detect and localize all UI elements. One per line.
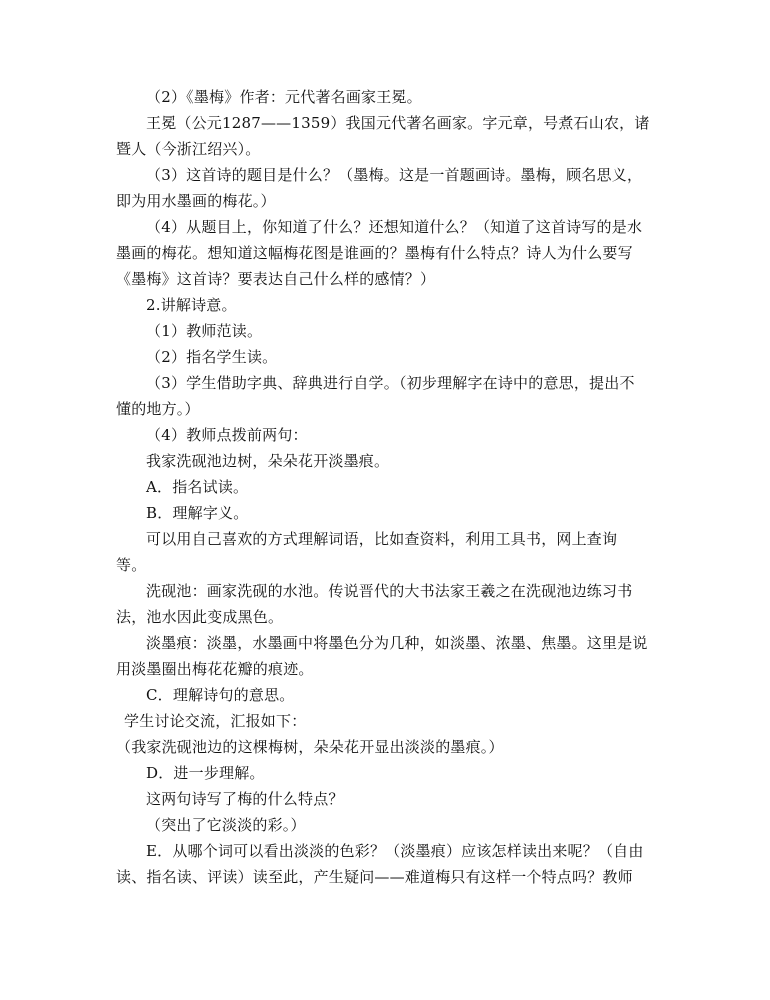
text-line: （3）这首诗的题目是什么？（墨梅。这是一首题画诗。墨梅，顾名思义， — [146, 166, 643, 184]
text-line: （4）教师点拨前两句： — [146, 426, 308, 444]
text-line: （我家洗砚池边的这棵梅树，朵朵花开显出淡淡的墨痕。） — [116, 738, 504, 756]
text-line: （突出了它淡淡的彩。） — [146, 816, 306, 834]
text-line: 我家洗砚池边树，朵朵花开淡墨痕。 — [146, 452, 390, 470]
text-line: 读、指名读、评读）读至此，产生疑问——难道梅只有这样一个特点吗？教师 — [116, 868, 633, 886]
text-line: A．指名试读。 — [146, 478, 249, 496]
document-page — [116, 84, 656, 890]
text-line: （2）《墨梅》作者：元代著名画家王冕。 — [146, 88, 422, 106]
text-line: 《墨梅》这首诗？要表达自己什么样的感情？） — [116, 270, 436, 288]
text-line: 2.讲解诗意。 — [146, 296, 237, 314]
text-line: 这两句诗写了梅的什么特点？ — [146, 790, 344, 808]
text-line: （2）指名学生读。 — [146, 348, 278, 366]
text-line: 墨画的梅花。想知道这幅梅花图是谁画的？墨梅有什么特点？诗人为什么要写 — [116, 244, 633, 262]
text-line: 暨人（今浙江绍兴）。 — [116, 140, 261, 158]
text-line: 懂的地方。） — [116, 400, 200, 418]
text-line: 即为用水墨画的梅花。） — [116, 192, 276, 210]
text-line: 学生讨论交流，汇报如下： — [124, 712, 307, 730]
text-line: E．从哪个词可以看出淡淡的色彩？（淡墨痕）应该怎样读出来呢？（自由 — [146, 842, 644, 860]
text-line: D．进一步理解。 — [146, 764, 265, 782]
text-line: （3）学生借助字典、辞典进行自学。（初步理解字在诗中的意思，提出不 — [146, 374, 635, 392]
text-line: 可以用自己喜欢的方式理解词语，比如查资料，利用工具书，网上查询 — [146, 530, 618, 548]
text-line: 法，池水因此变成黑色。 — [116, 608, 284, 626]
text-line: B．理解字义。 — [146, 504, 249, 522]
text-line: C．理解诗句的意思。 — [146, 686, 295, 704]
text-line: 王冕（公元1287——1359）我国元代著名画家。字元章，号煮石山农，诸 — [146, 114, 650, 132]
text-line: 等。 — [116, 556, 147, 574]
text-line: 洗砚池：画家洗砚的水池。传说晋代的大书法家王羲之在洗砚池边练习书 — [146, 582, 633, 600]
text-line: 淡墨痕：淡墨，水墨画中将墨色分为几种，如淡墨、浓墨、焦墨。这里是说 — [146, 634, 648, 652]
text-line: 用淡墨圈出梅花花瓣的痕迹。 — [116, 660, 314, 678]
text-line: （1）教师范读。 — [146, 322, 263, 340]
text-line: （4）从题目上，你知道了什么？还想知道什么？（知道了这首诗写的是水 — [146, 218, 643, 236]
